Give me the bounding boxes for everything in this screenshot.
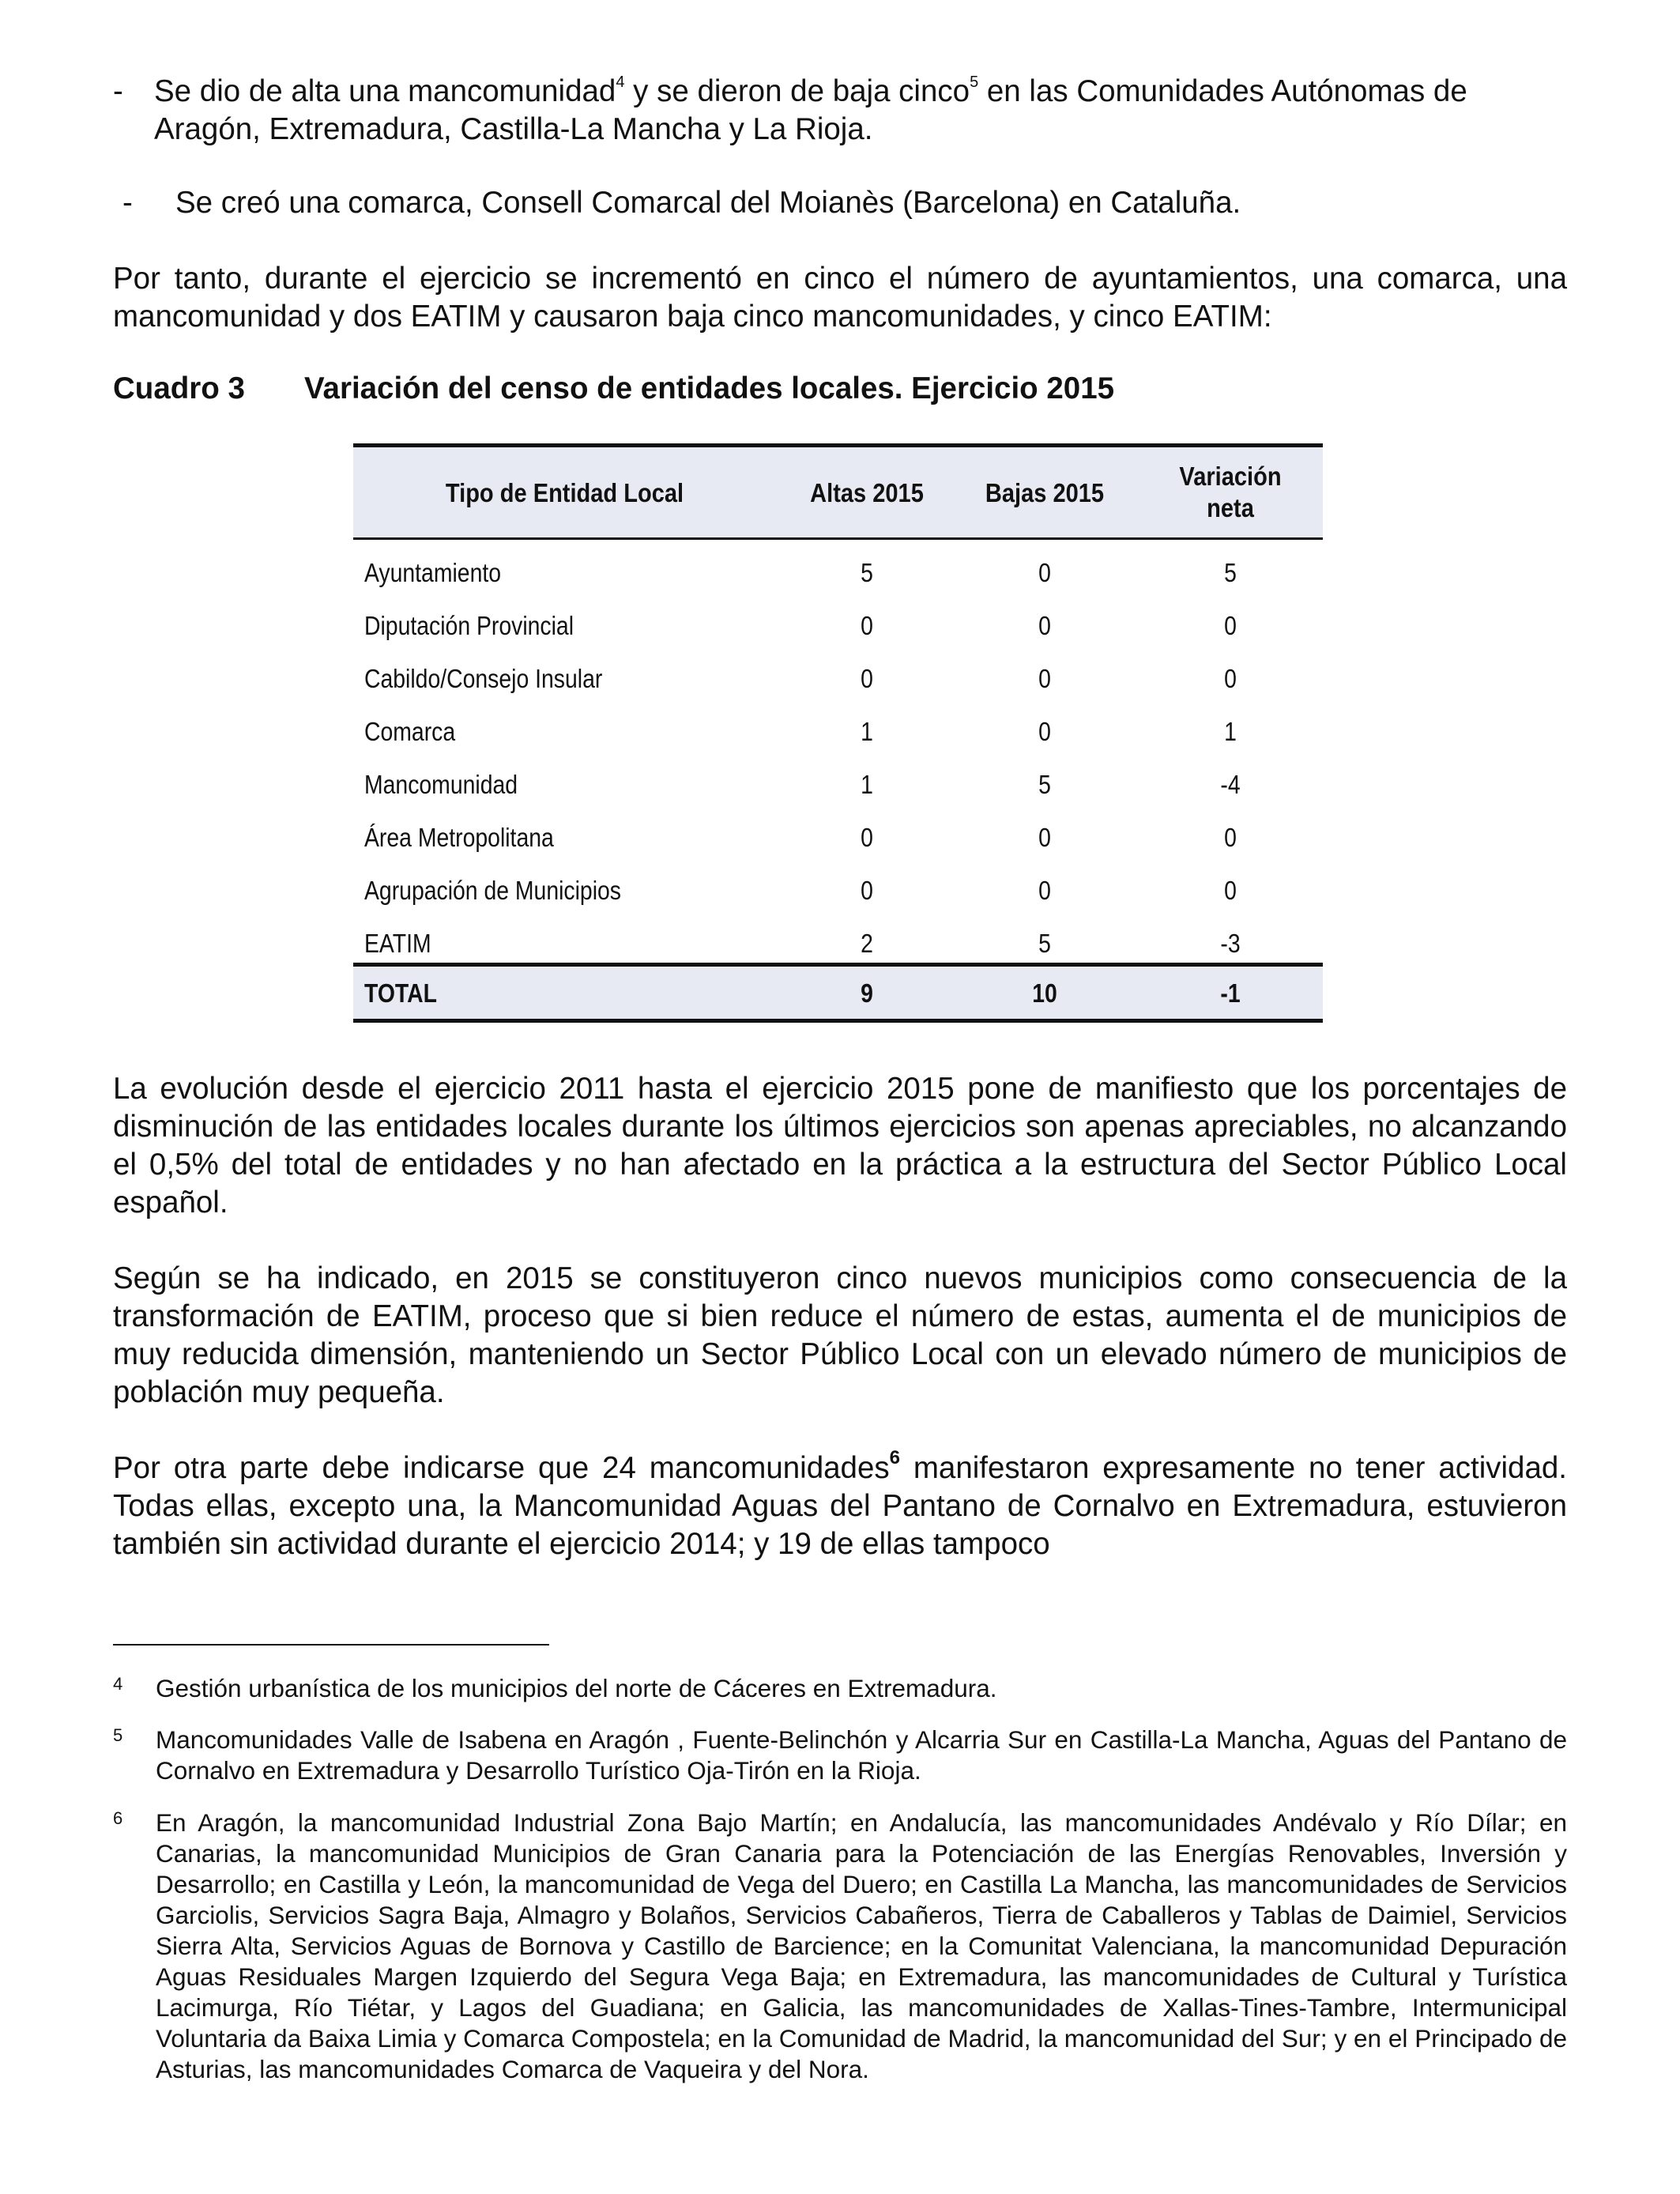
cell-variacion: 0 [1224,664,1237,693]
bullet-text: Se creó una comarca, Consell Comarcal del Moianès (Barcelona) en Cataluña. [175,186,1241,220]
footnote [113,1725,1567,1788]
footnote-text: Mancomunidades Valle de Isabena en Aragón , Fuente-Belinchón y Alcarria Sur en Castilla-La Mancha, Aguas del Pantano de Cornalvo en Extremadura y Desarrollo Turístico Oja-Tirón en la Rioja. [156,1725,1567,1785]
table-row [353,654,1323,707]
total-altas: 9 [861,978,873,1008]
table-row [353,548,1323,601]
cell-bajas: 5 [1038,929,1051,958]
footnote-text: Gestión urbanística de los municipios del norte de Cáceres en Extremadura. [156,1674,997,1702]
footnote [113,1673,1567,1705]
footnote-text: En Aragón, la mancomunidad Industrial Zona Bajo Martín; en Andalucía, las mancomunidades Andévalo y Río Dílar; en Canarias, la mancomunidad Municipios de Gran Canaria para la Potenciación de las Energías Renovables, Inversión y Desarrollo; en Castilla y León, la mancomunidad de Vega del Duero; en Castilla La Mancha, las mancomunidades de Servicios Garciolis, Servicios Sagra Baja, Almagro y Bolaños, Servicios Cabañeros, Tierra de Caballeros y Tablas de Daimiel, Servicios Sierra Alta, Servicios Aguas de Bornova y Castillo de Barcience; en la Comunitat Valenciana, la mancomunidad Depuración Aguas Residuales Margen Izquierdo del Segura Vega Baja; en Extremadura, las mancomunidades de Cultural y Turística Lacimurga, Río Tiétar, y Lagos del Guadiana; en Galicia, las mancomunidades de Xallas-Tines-Tambre, Intermunicipal Voluntaria da Baixa Limia y Comarca Compostela; en la Comunidad de Madrid, la mancomunidad del Sur; y en el Principado de Asturias, las mancomunidades Comarca de Vaqueira y del Nora. [156,1808,1567,2083]
cell-name: Agrupación de Municipios [364,876,621,905]
cell-name: Diputación Provincial [364,611,574,640]
cell-bajas: 0 [1038,558,1051,587]
cell-name: EATIM [364,929,431,958]
cell-variacion: 5 [1224,558,1237,587]
cell-variacion: -3 [1220,929,1241,958]
total-label: TOTAL [364,978,437,1008]
cell-variacion: 0 [1224,611,1237,640]
bullet-item [122,184,1567,222]
table-header [353,443,1323,540]
footnote [113,1808,1567,2155]
header-bajas: Bajas 2015 [985,478,1105,507]
table-row [353,601,1323,654]
cell-altas: 0 [861,611,873,640]
table-caption [113,370,1114,408]
cell-variacion: 1 [1224,717,1237,746]
footnote-ref[interactable]: 4 [616,74,625,92]
cell-name: Cabildo/Consejo Insular [364,664,603,693]
footnote-number: 5 [113,1725,123,1745]
cell-bajas: 0 [1038,823,1051,852]
caption-title: Variación del censo de entidades locales. Ejercicio 2015 [304,371,1115,405]
cell-bajas: 0 [1038,664,1051,693]
table-row [353,812,1323,865]
footnote-separator [113,1644,549,1646]
table-row [353,760,1323,812]
cell-variacion: -4 [1220,770,1241,799]
total-variacion: -1 [1220,978,1241,1008]
header-variacion: Variación neta [1179,462,1282,522]
cell-name: Mancomunidad [364,770,518,799]
cell-altas: 2 [861,929,873,958]
footnote-ref[interactable]: 5 [970,74,979,92]
caption-number: Cuadro 3 [113,371,245,405]
cell-bajas: 0 [1038,611,1051,640]
cell-altas: 0 [861,823,873,852]
header-altas: Altas 2015 [810,478,924,507]
cell-altas: 0 [861,876,873,905]
bullet-item [113,73,1567,149]
cell-altas: 1 [861,717,873,746]
cell-name: Ayuntamiento [364,558,502,587]
cell-bajas: 0 [1038,717,1051,746]
total-bajas: 10 [1032,978,1057,1008]
bullet-dash: - [122,186,133,220]
footnote-ref[interactable]: 6 [889,1447,900,1469]
table-row [353,707,1323,760]
cell-name: Comarca [364,717,456,746]
cell-bajas: 0 [1038,876,1051,905]
cell-altas: 1 [861,770,873,799]
cell-bajas: 5 [1038,770,1051,799]
cell-variacion: 0 [1224,876,1237,905]
paragraph: Por tanto, durante el ejercicio se incrementó en cinco el número de ayuntamientos, una comarca, una mancomunidad y dos EATIM y causaron baja cinco mancomunidades, y cinco EATIM: [113,262,1567,334]
cell-name: Área Metropolitana [364,823,554,852]
bullet-dash: - [113,74,123,108]
cell-altas: 5 [861,558,873,587]
table-row [353,865,1323,918]
table-total-row [353,963,1323,1023]
footnote-number: 4 [113,1674,123,1694]
footnote-number: 6 [113,1808,123,1828]
paragraph: Por otra parte debe indicarse que 24 mancomunidades$^6$ manifestaron expresamente no tener actividad. Todas ellas, excepto una, la Mancomunidad Aguas del Pantano de Cornalvo en Extremadura, estuvieron también sin actividad durante el ejercicio 2014; y 19 de ellas tampoco [113,1447,1567,1561]
cell-altas: 0 [861,664,873,693]
header-type: Tipo de Entidad Local [445,478,684,507]
paragraph: La evolución desde el ejercicio 2011 hasta el ejercicio 2015 pone de manifiesto que los porcentajes de disminución de las entidades locales durante los últimos ejercicios son apenas apreciables, no alcanzando el 0,5% del total de entidades y no han afectado en la práctica a la estructura del Sector Público Local español. [113,1072,1567,1220]
cell-variacion: 0 [1224,823,1237,852]
bullet-text: Se dio de alta una mancomunidad$^4$ y se dieron de baja cinco$^5$ en las Comunidades Autónomas de Aragón, Extremadura, Castilla-La Mancha y La Rioja. [154,74,1467,146]
paragraph: Según se ha indicado, en 2015 se constituyeron cinco nuevos municipios como consecuencia de la transformación de EATIM, proceso que si bien reduce el número de estas, aumenta el de municipios de muy reducida dimensión, manteniendo un Sector Público Local con un elevado número de municipios de población muy pequeña. [113,1261,1567,1409]
